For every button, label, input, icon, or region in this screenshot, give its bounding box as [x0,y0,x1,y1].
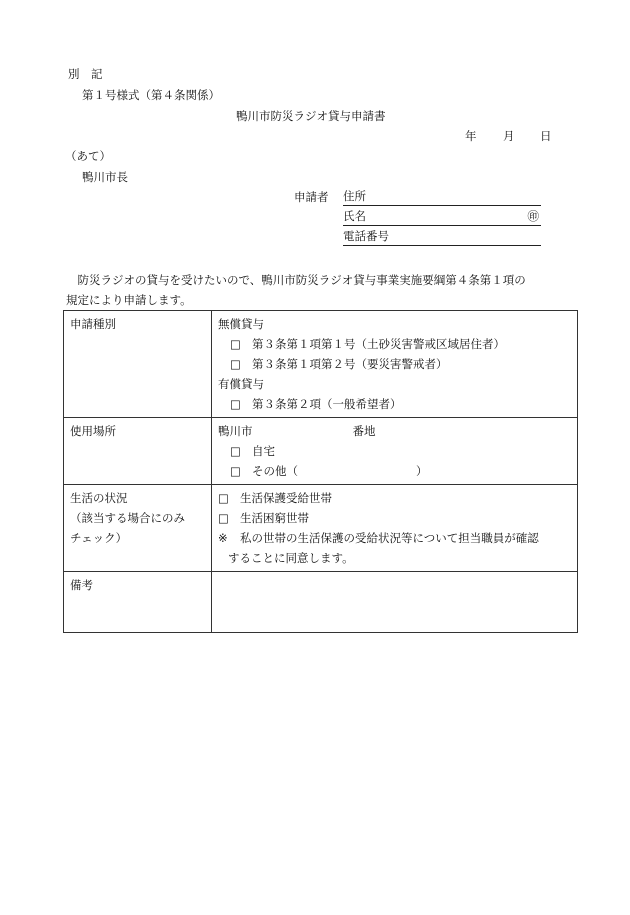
table-row [64,572,578,633]
status-cell [212,485,578,572]
checkbox-poverty[interactable]: □ [218,511,229,525]
intro-line-1: 防災ラジオの貸与を受けたいので、鴨川市防災ラジオ貸与事業実施要綱第４条第１項の [66,273,526,287]
other-close: ） [416,464,428,478]
address-field[interactable] [343,190,541,206]
address-line [218,421,572,441]
status-label: 生活の状況 [70,491,128,505]
option-row [218,461,572,481]
document-title: 鴨川市防災ラジオ貸与申請書 [236,109,386,123]
checkbox-opt1[interactable]: □ [230,337,241,351]
table-row [64,485,578,572]
addressee-name: 鴨川市長 [82,170,128,184]
option-row [218,334,572,354]
status-note-2: チェック） [70,531,128,545]
checkbox-welfare[interactable]: □ [218,491,229,505]
option-1-label: 第３条第１項第１号（土砂災害警戒区域居住者） [252,337,505,351]
option-row [218,488,572,508]
name-label: 氏名 [343,209,366,223]
home-label: 自宅 [252,444,275,458]
phone-label: 電話番号 [343,229,389,243]
name-field[interactable] [343,210,541,226]
paid-loan-heading: 有償貸与 [218,377,264,391]
free-loan-heading: 無償貸与 [218,317,264,331]
place-label: 使用場所 [70,424,116,438]
status-label-cell [64,485,212,572]
consent-row [218,528,572,548]
date-year: 年 [465,129,477,143]
address-label: 住所 [343,189,366,203]
other-label: その他（ [252,464,298,478]
date-day: 日 [540,129,552,143]
intro-paragraph [66,270,578,310]
remarks-label: 備考 [70,578,93,592]
status-note-1: （該当する場合にのみ [70,511,185,525]
place-label-cell [64,418,212,485]
option-2-label: 第３条第１項第２号（要災害警戒者） [252,357,448,371]
addressee-honorific: （あて） [65,149,111,163]
poverty-label: 生活困窮世帯 [240,511,309,525]
place-cell [212,418,578,485]
form-number: 第１号様式（第４条関係） [82,88,220,102]
appendix-label: 別 記 [68,67,103,81]
remarks-label-cell [64,572,212,633]
checkbox-other[interactable]: □ [230,464,241,478]
intro-line-2: 規定により申請します。 [66,293,192,307]
application-table [63,310,578,633]
applicant-label: 申請者 [294,190,329,204]
option-3-label: 第３条第２項（一般希望者） [252,397,402,411]
checkbox-opt2[interactable]: □ [230,357,241,371]
option-row [218,394,572,414]
type-options-cell [212,311,578,418]
checkbox-opt3[interactable]: □ [230,397,241,411]
consent-line-2: することに同意します。 [228,551,354,565]
table-row [64,418,578,485]
option-row [218,508,572,528]
option-row [218,441,572,461]
checkbox-home[interactable]: □ [230,444,241,458]
table-row [64,311,578,418]
remarks-input[interactable] [212,572,578,633]
seal-mark: ㊞ [527,209,539,223]
type-label: 申請種別 [70,317,116,331]
type-label-cell [64,311,212,418]
city-label: 鴨川市 [218,424,253,438]
welfare-label: 生活保護受給世帯 [240,491,332,505]
consent-mark: ※ [218,531,228,545]
banchi-label: 番地 [352,424,376,438]
option-row [218,354,572,374]
consent-line-1: 私の世帯の生活保護の受給状況等について担当職員が確認 [240,531,539,545]
date-month: 月 [503,129,515,143]
phone-field[interactable] [343,230,541,246]
